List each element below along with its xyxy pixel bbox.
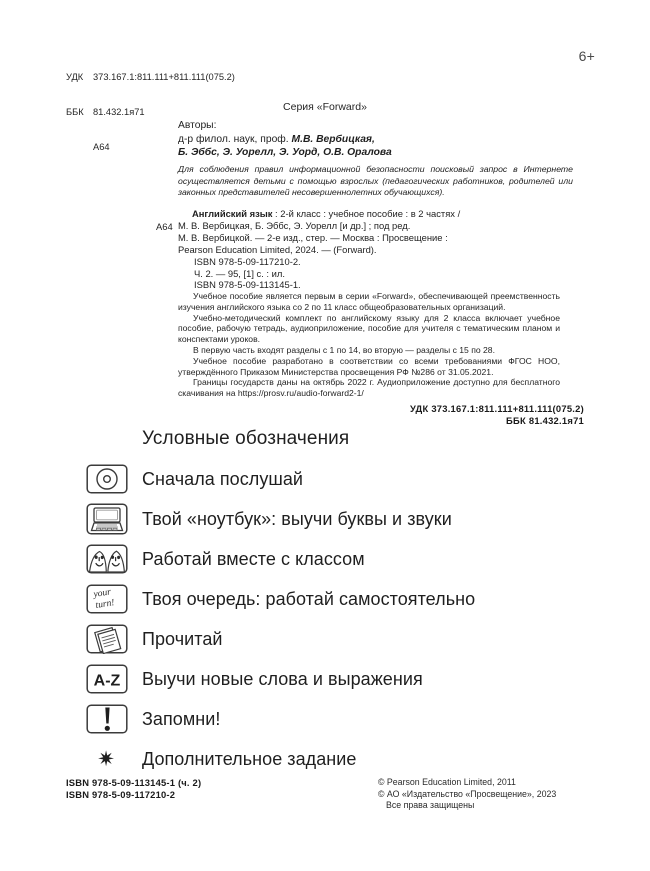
annotation-block [178, 291, 560, 399]
biblio-title-line [178, 208, 560, 220]
copyright-prosveshchenie: © АО «Издательство «Просвещение», 2023 [378, 788, 557, 799]
biblio-line-2: М. В. Вербицкая, Б. Эббс, Э. Уорелл [и др.] ; под ред. [178, 219, 411, 231]
legend-row [86, 739, 586, 779]
bbk-value: 81.432.1я71 [93, 106, 145, 117]
annotation-paragraph-1: Учебное пособие является первым в серии «Forward», обеспечивающей преемственность изучения английского языка со 2 по 11 класс общеобразовательных организаций. [178, 291, 560, 312]
two-faces-icon [86, 544, 142, 574]
catalog-codes-repeat [410, 403, 584, 426]
udk-value: 373.167.1:811.111+811.111(075.2) [93, 72, 235, 83]
legend-row [86, 579, 586, 619]
author-verbitskaya: М.В. Вербицкая, [291, 133, 375, 145]
legend-row [86, 619, 586, 659]
legend-row [86, 659, 586, 699]
legend-section [86, 428, 586, 779]
biblio-title-rest: : 2-й класс : учебное пособие : в 2 частях / [272, 208, 461, 219]
your-turn-word-2: turn! [94, 598, 116, 611]
annotation-paragraph-4: Учебное пособие разработано в соответствии со всеми требованиями ФГОС НОО, утверждённого Приказом Министерства просвещения РФ №286 от 31.05.2021. [178, 355, 560, 377]
legend-item-label: Твоя очередь: работай самостоятельно [142, 589, 476, 609]
papers-icon [86, 624, 142, 654]
annotation-paragraph-3: В первую часть входят разделы с 1 по 14, во вторую — разделы с 15 по 28. [193, 344, 495, 355]
laptop-icon [86, 503, 142, 535]
all-rights-reserved: Все права защищены [386, 800, 475, 811]
series-title: Серия «Forward» [283, 101, 367, 113]
udk-row [66, 72, 235, 84]
footer-isbn-full: ISBN 978-5-09-117210-2 [66, 789, 176, 801]
udk-repeat-line: УДК 373.167.1:811.111+811.111(075.2) [409, 403, 584, 414]
legend-item-label: Прочитай [142, 629, 223, 649]
legend-item-label: Выучи новые слова и выражения [142, 669, 423, 689]
cd-disc-icon [86, 464, 142, 494]
legend-row [86, 459, 586, 499]
authors-block [178, 119, 392, 160]
biblio-title-bold: Английский язык [192, 208, 273, 219]
asterisk-icon: ✷ [97, 747, 115, 771]
bbk-label: ББК [66, 106, 84, 117]
footer-copyright-block [378, 777, 556, 812]
footer-isbn-part: ISBN 978-5-09-113145-1 (ч. 2) [66, 777, 202, 788]
legend-item-label: Запомни! [142, 709, 221, 729]
biblio-line-4: Pearson Education Limited, 2024. — (Forward). [178, 243, 377, 255]
a-z-icon [86, 664, 142, 694]
footer-isbn-block [66, 777, 201, 802]
information-safety-note: Для соблюдения правил информационной безопасности поисковый запрос в Интернете осуществляется детьми с помощью взрослых (педагогических работников, родителей или законных представителей несовершеннолетних обучающихся). [178, 164, 573, 198]
legend-item-label: Сначала послушай [142, 469, 304, 489]
authors-line-1 [178, 133, 392, 147]
copyright-pearson: © Pearson Education Limited, 2011 [378, 777, 516, 787]
bibliographic-record [156, 208, 560, 291]
biblio-isbn-2: ISBN 978-5-09-113145-1. [194, 279, 301, 291]
legend-heading: Условные обозначения [142, 428, 350, 449]
age-rating-mark: 6+ [578, 48, 595, 64]
annotation-paragraph-2: Учебно-методический комплект по английскому языку для 2 класса включает учебное пособие, рабочую тетрадь, аудиоприложение, пособие для учителя с тематическим планом и конспектами уроков. [178, 312, 560, 345]
exclamation-icon [86, 704, 142, 734]
authors-line-2: Б. Эббс, Э. Уорелл, Э. Уорд, О.В. Оралова [178, 147, 392, 159]
legend-item-label: Дополнительное задание [142, 749, 357, 769]
authors-degree: д-р филол. наук, проф. [178, 133, 292, 145]
bbk-repeat-line: ББК 81.432.1я71 [506, 414, 584, 426]
catalog-author-code: А64 [93, 141, 110, 152]
annotation-paragraph-5: Границы государств даны на октябрь 2022 г. Аудиоприложение доступно для бесплатного скачивания на https://prosv.ru/audio-forward2-1/ [178, 377, 560, 399]
legend-row [86, 699, 586, 739]
a-z-label: A-Z [93, 672, 121, 690]
your-turn-word-1: your [92, 587, 112, 600]
legend-item-label: Твой «ноутбук»: выучи буквы и звуки [142, 509, 452, 529]
biblio-part-info: Ч. 2. — 95, [1] с. : ил. [194, 267, 285, 279]
your-turn-icon [86, 584, 142, 614]
authors-heading: Авторы: [178, 120, 217, 131]
biblio-isbn-1: ISBN 978-5-09-117210-2. [194, 255, 301, 267]
legend-row [86, 539, 586, 579]
biblio-line-3: М. В. Вербицкой. — 2-е изд., стер. — Москва : Просвещение : [178, 231, 448, 243]
legend-item-label: Работай вместе с классом [142, 549, 365, 569]
udk-label: УДК [66, 72, 84, 83]
legend-row [86, 499, 586, 539]
biblio-margin-code: А64 [156, 220, 173, 232]
